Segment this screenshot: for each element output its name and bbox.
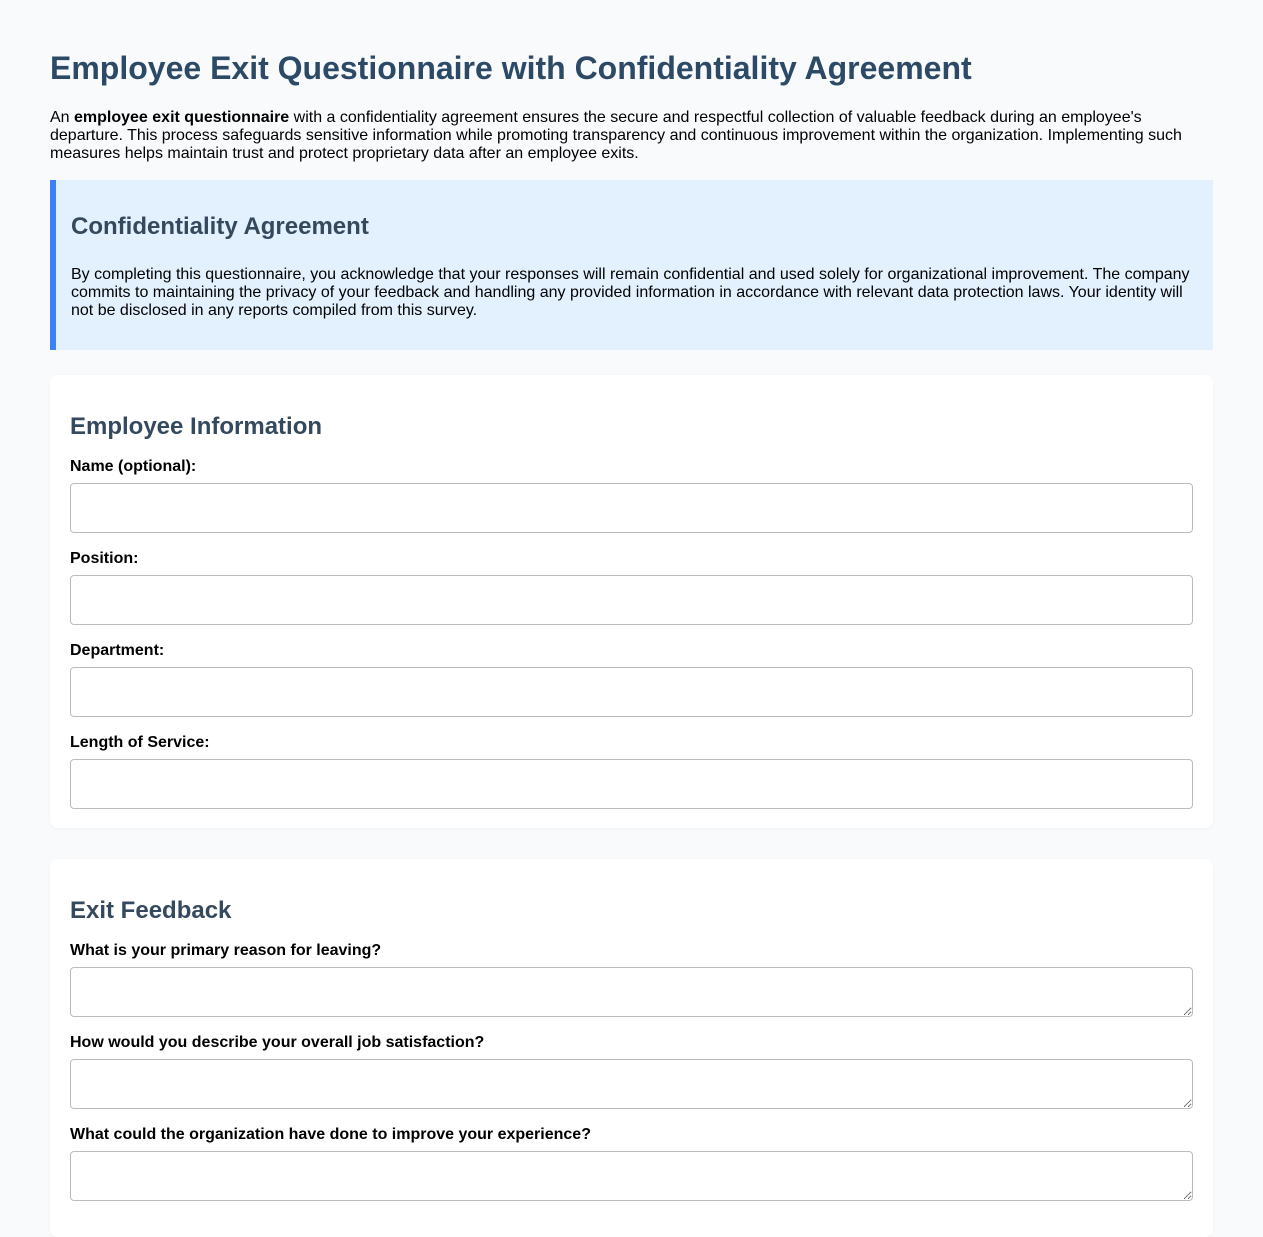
satisfaction-textarea[interactable] — [70, 1059, 1193, 1109]
reason-textarea[interactable] — [70, 967, 1193, 1017]
reason-label: What is your primary reason for leaving? — [70, 942, 382, 959]
length-of-service-input[interactable] — [70, 759, 1193, 809]
page-title: Employee Exit Questionnaire with Confidentiality Agreement — [50, 50, 972, 86]
confidentiality-text: By completing this questionnaire, you acknowledge that your responses will remain confidential and used solely for organizational improvement. The company commits to maintaining the privacy of your feedback and handling any provided information in accordance with relevant data protection laws. Your identity will not be disclosed in any reports compiled from this survey. — [71, 266, 1190, 319]
confidentiality-box — [50, 180, 1213, 350]
intro-prefix: An — [50, 109, 75, 126]
name-label: Name (optional): — [70, 458, 197, 475]
department-input[interactable] — [70, 667, 1193, 717]
confidentiality-heading: Confidentiality Agreement — [71, 213, 369, 240]
department-label: Department: — [70, 642, 165, 659]
intro-suffix: with a confidentiality agreement ensures the secure and respectful collection of valuable feedback during an employee's departure. This process safeguards sensitive information while promoting transparency and continuous improvement within the organization. Implementing such measures helps maintain trust and protect proprietary data after an employee exits. — [50, 109, 1182, 162]
employee-info-heading: Employee Information — [70, 413, 323, 440]
name-input[interactable] — [70, 483, 1193, 533]
exit-feedback-heading: Exit Feedback — [70, 897, 232, 924]
intro-paragraph — [50, 109, 1213, 163]
position-label: Position: — [70, 550, 139, 567]
employee-info-section — [50, 375, 1213, 828]
length-of-service-label: Length of Service: — [70, 734, 210, 751]
exit-feedback-section — [50, 859, 1213, 1237]
intro-bold: employee exit questionnaire — [74, 109, 290, 126]
improvement-label: What could the organization have done to improve your experience? — [70, 1126, 591, 1143]
improvement-textarea[interactable] — [70, 1151, 1193, 1201]
position-input[interactable] — [70, 575, 1193, 625]
satisfaction-label: How would you describe your overall job satisfaction? — [70, 1034, 485, 1051]
